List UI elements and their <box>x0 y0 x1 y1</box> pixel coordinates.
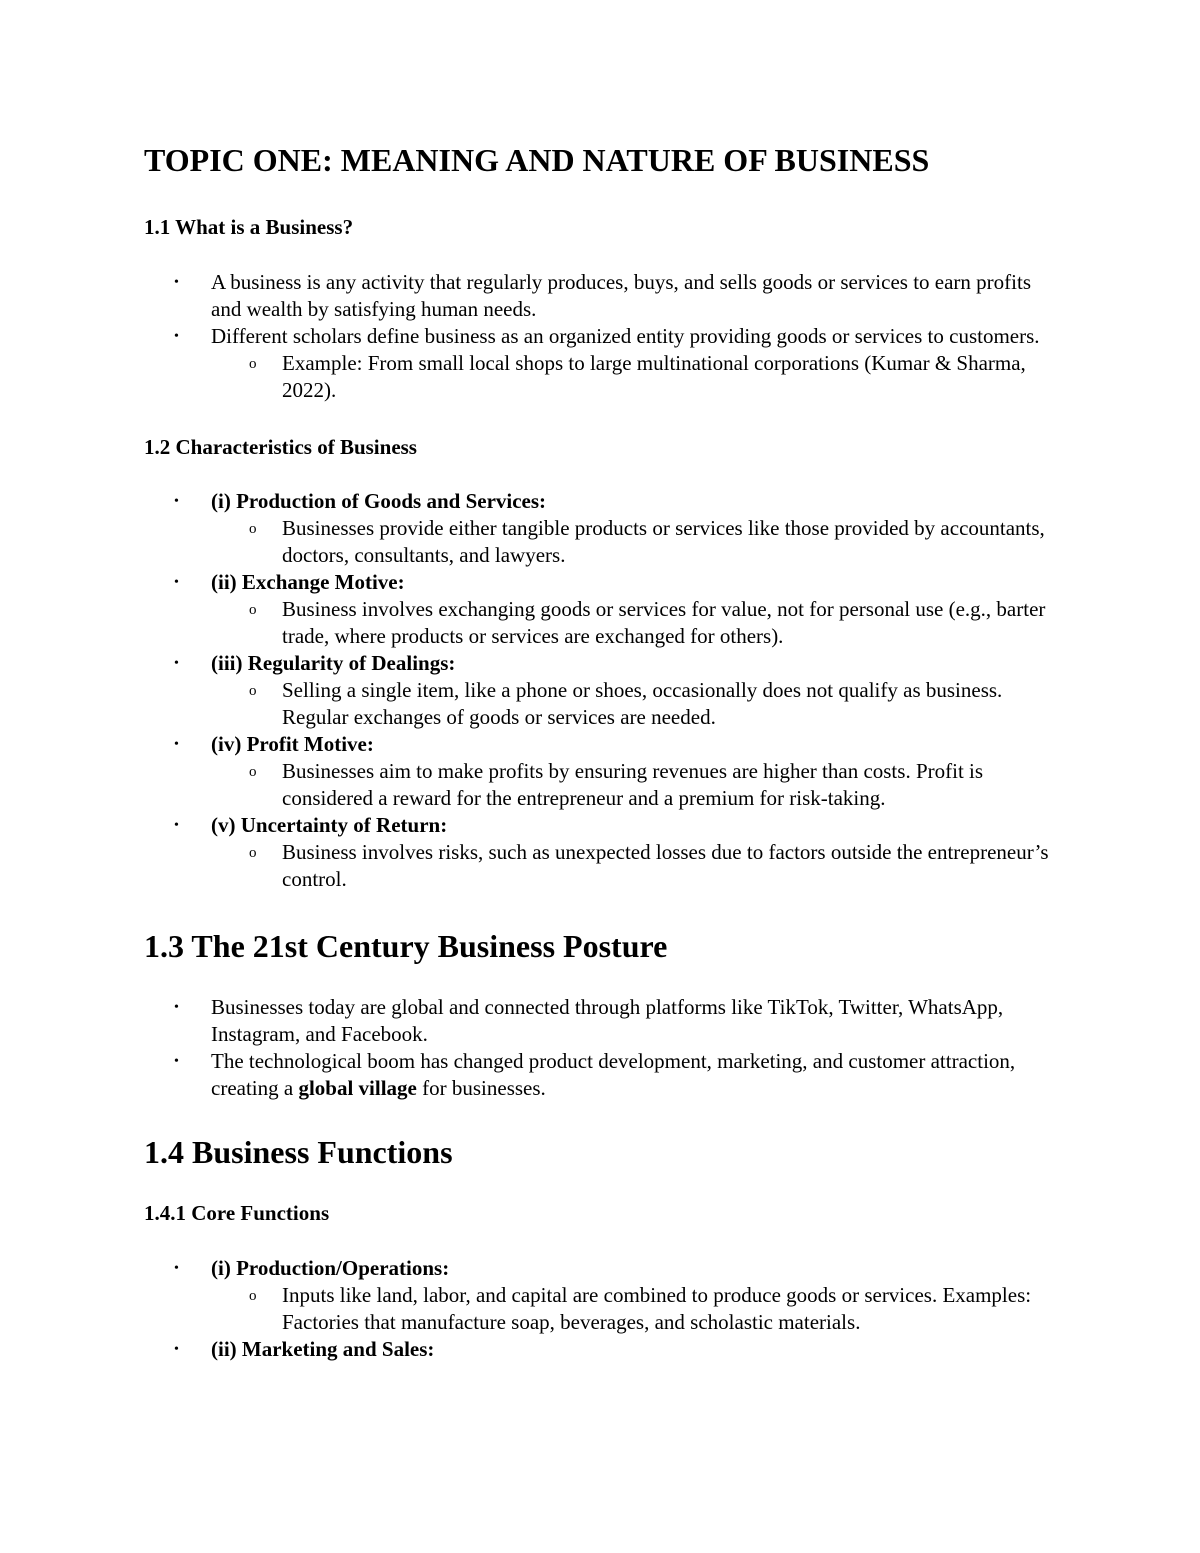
sub-list-item <box>144 677 1064 731</box>
list-item-text-start: The technological boom has changed product development, marketing, and customer attraction, creating a <box>211 1049 1016 1100</box>
section-heading-1-2: 1.2 Characteristics of Business <box>144 435 417 459</box>
sub-list-item-text: Example: From small local shops to large multinational corporations (Kumar & Sharma, 2022). <box>282 351 1026 402</box>
list-item <box>144 1255 1064 1336</box>
sub-bullet-list <box>211 596 1064 650</box>
subsection-heading-1-4-1: 1.4.1 Core Functions <box>144 1201 330 1225</box>
emphasis-global-village: global village <box>298 1076 417 1100</box>
sub-list-item-text: Businesses provide either tangible products or services like those provided by accountants, doctors, consultants, and lawyers. <box>282 516 1045 567</box>
list-item <box>144 323 1064 404</box>
list-item-label: (v) Uncertainty of Return: <box>211 813 448 837</box>
sub-bullet-list <box>211 1282 1064 1336</box>
sub-bullet-icon: o <box>249 521 257 537</box>
sub-list-item-text: Inputs like land, labor, and capital are combined to produce goods or services. Examples: Factories that manufacture soap, beverages, and scholastic materials. <box>282 1283 1032 1334</box>
list-item-label: (ii) Marketing and Sales: <box>211 1337 435 1361</box>
sub-list-item-text: Business involves exchanging goods or services for value, not for personal use (e.g., barter trade, where products or services are exchanged for others). <box>282 597 1046 648</box>
section-heading-1-3: 1.3 The 21st Century Business Posture <box>144 928 668 964</box>
bullet-icon: • <box>174 737 179 752</box>
list-item-label: (i) Production of Goods and Services: <box>211 489 547 513</box>
bullet-icon: • <box>174 656 179 671</box>
bullet-icon: • <box>174 329 179 344</box>
list-item <box>144 994 1064 1048</box>
sub-list-item <box>144 515 1064 569</box>
sub-bullet-icon: o <box>249 602 257 618</box>
bullet-icon: • <box>174 1261 179 1276</box>
list-item-text-end: for businesses. <box>416 1076 546 1100</box>
sub-list-item <box>144 1282 1064 1336</box>
bullet-icon: • <box>174 494 179 509</box>
list-item-label: (iii) Regularity of Dealings: <box>211 651 456 675</box>
sub-list-item-text: Selling a single item, like a phone or shoes, occasionally does not qualify as business. Regular exchanges of goods or services are needed. <box>282 678 1003 729</box>
sub-bullet-list <box>211 758 1064 812</box>
sub-list-item <box>144 596 1064 650</box>
bullet-icon: • <box>174 1054 179 1069</box>
list-item-label: (i) Production/Operations: <box>211 1256 450 1280</box>
sub-bullet-icon: o <box>249 1288 257 1304</box>
bullet-icon: • <box>174 818 179 833</box>
list-item <box>144 1336 1064 1363</box>
list-item-text: Different scholars define business as an organized entity providing goods or services to customers. <box>211 324 1040 348</box>
bullet-list-1-3 <box>144 994 1064 1102</box>
list-item-label: (ii) Exchange Motive: <box>211 570 405 594</box>
bullet-list-1-4-1 <box>144 1255 1064 1363</box>
document-page <box>144 140 1064 1363</box>
section-heading-1-4: 1.4 Business Functions <box>144 1134 453 1170</box>
list-item-label: (iv) Profit Motive: <box>211 732 374 756</box>
list-item <box>144 569 1064 650</box>
sub-bullet-icon: o <box>249 356 257 372</box>
list-item <box>144 812 1064 893</box>
sub-list-item-text: Business involves risks, such as unexpected losses due to factors outside the entrepreneur’s control. <box>282 840 1049 891</box>
bullet-icon: • <box>174 1000 179 1015</box>
bullet-icon: • <box>174 575 179 590</box>
sub-list-item <box>144 758 1064 812</box>
sub-list-item-text: Businesses aim to make profits by ensuring revenues are higher than costs. Profit is considered a reward for the entrepreneur and a premium for risk-taking. <box>282 759 984 810</box>
sub-list-item <box>144 839 1064 893</box>
bullet-list-1-2 <box>144 488 1064 893</box>
list-item <box>144 731 1064 812</box>
page-title: TOPIC ONE: MEANING AND NATURE OF BUSINESS <box>144 142 930 178</box>
bullet-list-1-1 <box>144 269 1064 404</box>
sub-bullet-list <box>211 515 1064 569</box>
sub-bullet-icon: o <box>249 845 257 861</box>
list-item <box>144 1048 1064 1102</box>
sub-bullet-list <box>211 839 1064 893</box>
sub-bullet-icon: o <box>249 764 257 780</box>
list-item <box>144 650 1064 731</box>
list-item-text: Businesses today are global and connected through platforms like TikTok, Twitter, WhatsApp, Instagram, and Facebook. <box>211 995 1004 1046</box>
sub-bullet-list <box>211 350 1064 404</box>
section-heading-1-1: 1.1 What is a Business? <box>144 215 354 239</box>
list-item <box>144 488 1064 569</box>
sub-list-item <box>144 350 1064 404</box>
list-item-text: A business is any activity that regularly produces, buys, and sells goods or services to earn profits and wealth by satisfying human needs. <box>211 270 1032 321</box>
list-item <box>144 269 1064 323</box>
sub-bullet-icon: o <box>249 683 257 699</box>
sub-bullet-list <box>211 677 1064 731</box>
bullet-icon: • <box>174 275 179 290</box>
bullet-icon: • <box>174 1342 179 1357</box>
